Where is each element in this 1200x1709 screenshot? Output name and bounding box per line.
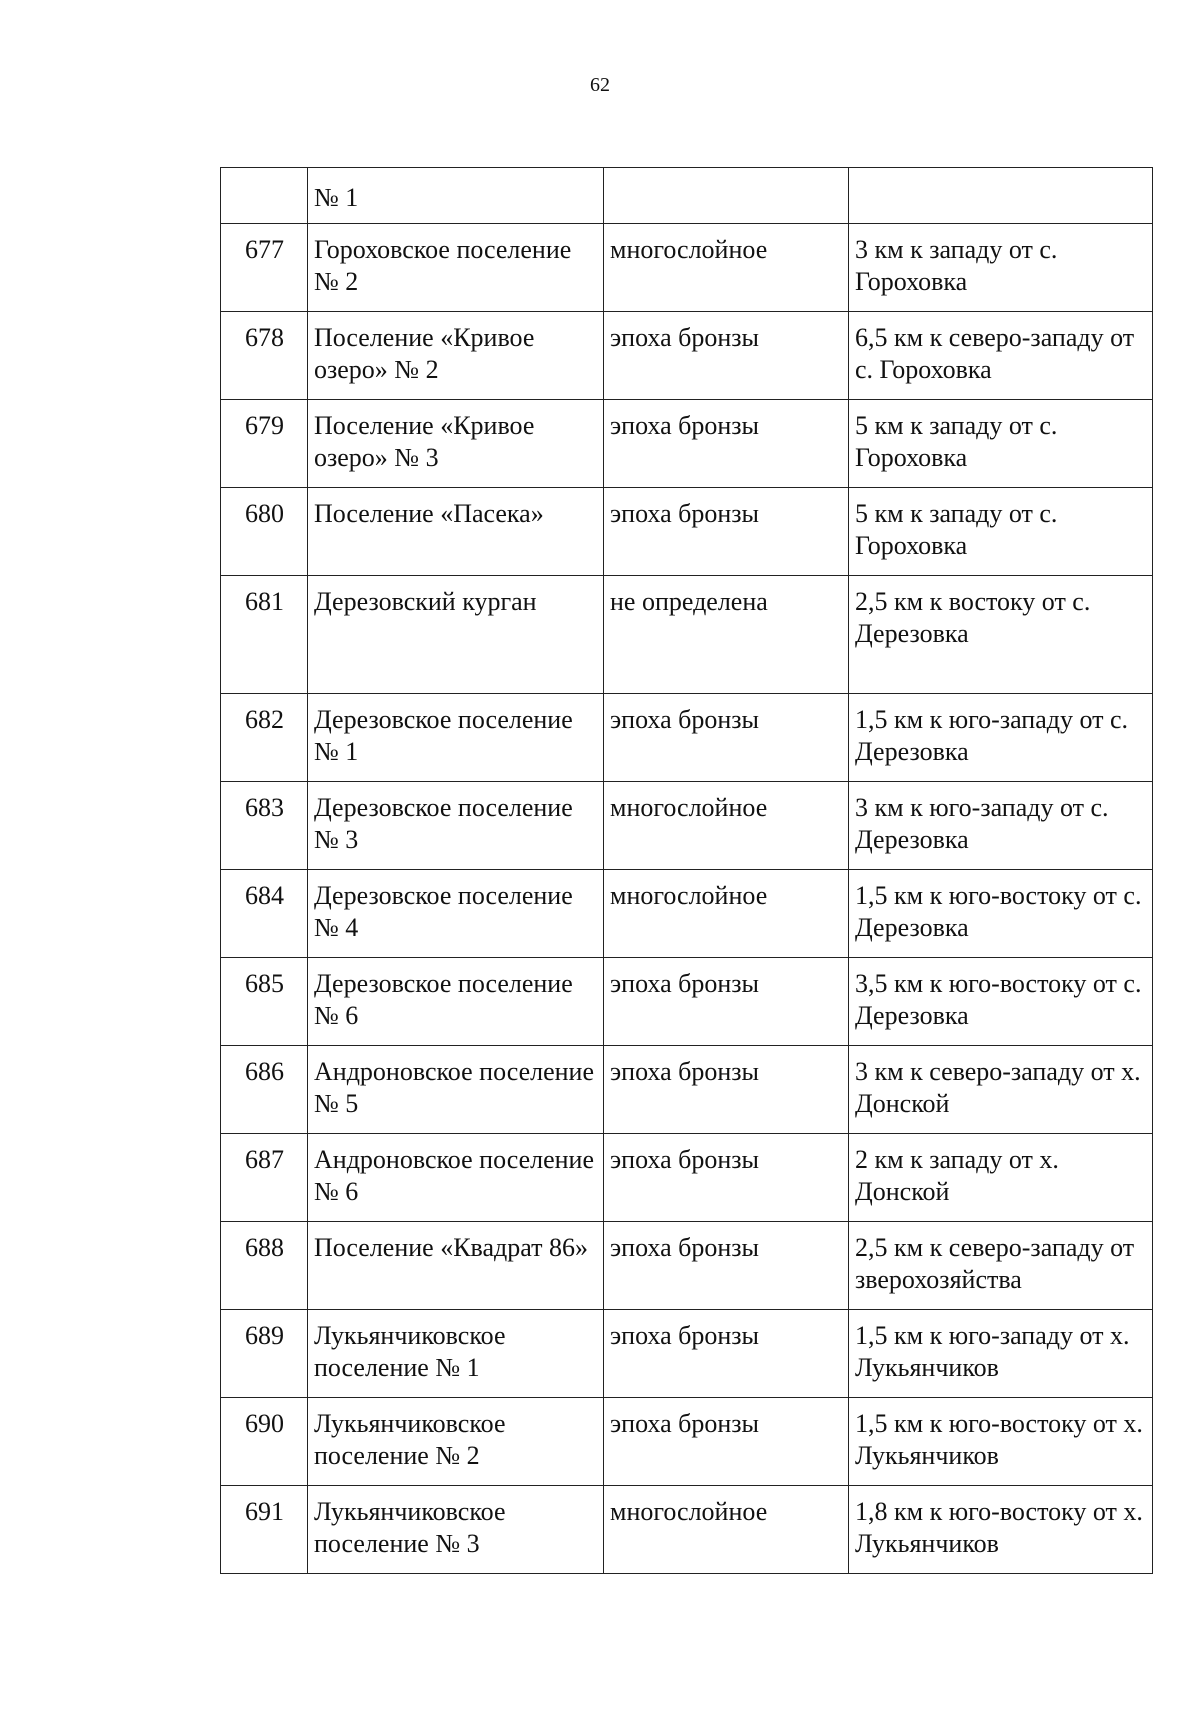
site-name: Лукьянчиковское поселение № 1 bbox=[308, 1310, 604, 1398]
site-location: 1,5 км к юго-западу от х. Лукьянчиков bbox=[849, 1310, 1153, 1398]
site-dating: эпоха бронзы bbox=[604, 1134, 849, 1222]
table-row bbox=[221, 168, 1153, 224]
site-dating: эпоха бронзы bbox=[604, 400, 849, 488]
site-location: 2 км к западу от х. Донской bbox=[849, 1134, 1153, 1222]
site-name: Лукьянчиковское поселение № 3 bbox=[308, 1486, 604, 1574]
site-dating: эпоха бронзы bbox=[604, 1398, 849, 1486]
row-number: 682 bbox=[221, 694, 308, 782]
row-number: 689 bbox=[221, 1310, 308, 1398]
site-name: Поселение «Кривое озеро» № 3 bbox=[308, 400, 604, 488]
site-name: Поселение «Пасека» bbox=[308, 488, 604, 576]
site-location: 3,5 км к юго-востоку от с. Дерезовка bbox=[849, 958, 1153, 1046]
table-row bbox=[221, 312, 1153, 400]
site-dating: эпоха бронзы bbox=[604, 488, 849, 576]
row-number: 684 bbox=[221, 870, 308, 958]
site-dating: эпоха бронзы bbox=[604, 1046, 849, 1134]
site-dating: многослойное bbox=[604, 782, 849, 870]
site-location: 1,5 км к юго-востоку от х. Лукьянчиков bbox=[849, 1398, 1153, 1486]
site-name: Андроновское поселение № 5 bbox=[308, 1046, 604, 1134]
site-name: Гороховское поселение № 2 bbox=[308, 224, 604, 312]
site-location: 1,5 км к юго-западу от с. Дерезовка bbox=[849, 694, 1153, 782]
site-name: Лукьянчиковское поселение № 2 bbox=[308, 1398, 604, 1486]
row-number: 679 bbox=[221, 400, 308, 488]
row-number: 683 bbox=[221, 782, 308, 870]
site-location: 3 км к северо-западу от х. Донской bbox=[849, 1046, 1153, 1134]
site-dating: не определена bbox=[604, 576, 849, 694]
row-number: 691 bbox=[221, 1486, 308, 1574]
site-location bbox=[849, 168, 1153, 224]
site-location: 5 км к западу от с. Гороховка bbox=[849, 488, 1153, 576]
site-location: 3 км к юго-западу от с. Дерезовка bbox=[849, 782, 1153, 870]
table-row bbox=[221, 1046, 1153, 1134]
row-number: 681 bbox=[221, 576, 308, 694]
site-name: № 1 bbox=[308, 168, 604, 224]
table-row bbox=[221, 224, 1153, 312]
site-name: Дерезовское поселение № 3 bbox=[308, 782, 604, 870]
site-dating: многослойное bbox=[604, 870, 849, 958]
site-location: 3 км к западу от с. Гороховка bbox=[849, 224, 1153, 312]
row-number: 690 bbox=[221, 1398, 308, 1486]
site-name: Дерезовское поселение № 6 bbox=[308, 958, 604, 1046]
site-location: 6,5 км к северо-западу от с. Гороховка bbox=[849, 312, 1153, 400]
page-number: 62 bbox=[590, 74, 610, 96]
table-row bbox=[221, 958, 1153, 1046]
site-dating: многослойное bbox=[604, 1486, 849, 1574]
site-location: 2,5 км к северо-западу от зверохозяйства bbox=[849, 1222, 1153, 1310]
table-row bbox=[221, 1134, 1153, 1222]
row-number: 687 bbox=[221, 1134, 308, 1222]
row-number: 685 bbox=[221, 958, 308, 1046]
site-location: 1,5 км к юго-востоку от с. Дерезовка bbox=[849, 870, 1153, 958]
table-row bbox=[221, 870, 1153, 958]
site-location: 1,8 км к юго-востоку от х. Лукьянчиков bbox=[849, 1486, 1153, 1574]
row-number: 678 bbox=[221, 312, 308, 400]
row-number: 677 bbox=[221, 224, 308, 312]
table-row bbox=[221, 1398, 1153, 1486]
row-number: 686 bbox=[221, 1046, 308, 1134]
row-number: 688 bbox=[221, 1222, 308, 1310]
table-row bbox=[221, 400, 1153, 488]
table-row bbox=[221, 1486, 1153, 1574]
row-number bbox=[221, 168, 308, 224]
site-dating: эпоха бронзы bbox=[604, 312, 849, 400]
site-name: Дерезовский курган bbox=[308, 576, 604, 694]
heritage-sites-table bbox=[220, 167, 1153, 1574]
site-name: Дерезовское поселение № 1 bbox=[308, 694, 604, 782]
site-dating bbox=[604, 168, 849, 224]
site-dating: эпоха бронзы bbox=[604, 1222, 849, 1310]
site-name: Поселение «Кривое озеро» № 2 bbox=[308, 312, 604, 400]
site-dating: многослойное bbox=[604, 224, 849, 312]
site-location: 2,5 км к востоку от с. Дерезовка bbox=[849, 576, 1153, 694]
site-name: Андроновское поселение № 6 bbox=[308, 1134, 604, 1222]
site-dating: эпоха бронзы bbox=[604, 958, 849, 1046]
table-row bbox=[221, 694, 1153, 782]
table-body bbox=[221, 168, 1153, 1574]
site-dating: эпоха бронзы bbox=[604, 694, 849, 782]
table-row bbox=[221, 488, 1153, 576]
row-number: 680 bbox=[221, 488, 308, 576]
site-name: Поселение «Квадрат 86» bbox=[308, 1222, 604, 1310]
site-dating: эпоха бронзы bbox=[604, 1310, 849, 1398]
site-name: Дерезовское поселение № 4 bbox=[308, 870, 604, 958]
table-row bbox=[221, 576, 1153, 694]
table-row bbox=[221, 1310, 1153, 1398]
table-row bbox=[221, 782, 1153, 870]
site-location: 5 км к западу от с. Гороховка bbox=[849, 400, 1153, 488]
table-row bbox=[221, 1222, 1153, 1310]
